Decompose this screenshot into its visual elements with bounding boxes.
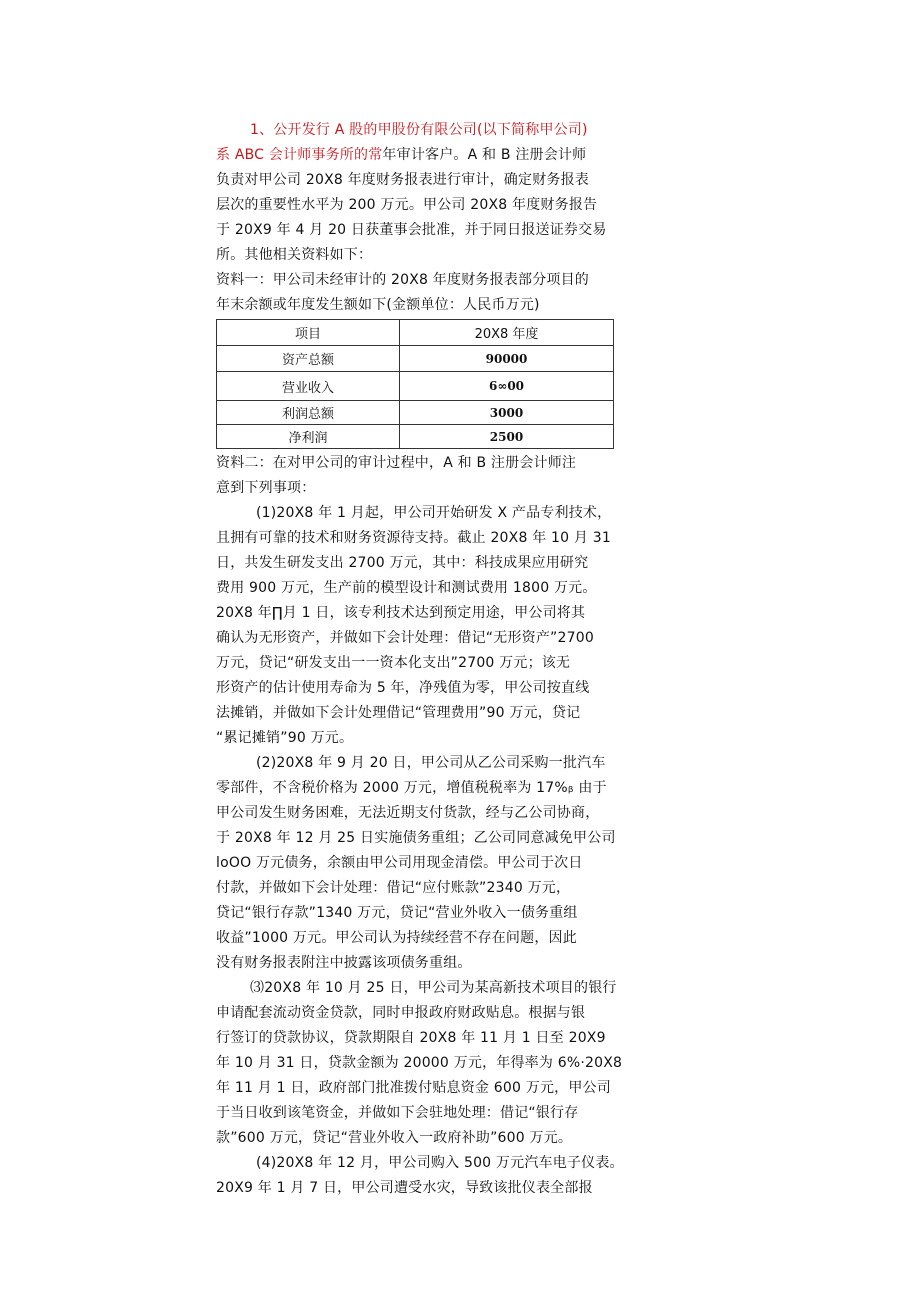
table-cell-item: 营业收入: [217, 372, 400, 401]
item3-line-1: ⑶20X8 年 10 月 25 日，甲公司为某高新技术项目的银行: [250, 980, 617, 996]
intro-line-3: 负责对甲公司 20X8 年度财务报表进行审计，确定财务报表: [216, 172, 590, 188]
material1-line-1: 资料一：甲公司未经审计的 20X8 年度财务报表部分项目的: [216, 272, 590, 288]
table-row: [217, 372, 614, 401]
item3-line-3: 行签订的贷款协议，贷款期限自 20X8 年 11 月 1 日至 20X9: [216, 1030, 606, 1046]
item2-line-1: (2)20X8 年 9 月 20 日，甲公司从乙公司采购一批汽车: [256, 755, 606, 771]
intro-line-1: 1、公开发行 A 股的甲股份有限公司(以下简称甲公司): [250, 122, 588, 138]
item1-line-1: (1)20X8 年 1 月起，甲公司开始研发 X 产品专利技术，: [256, 505, 612, 521]
item2-line-3: 甲公司发生财务困难，无法近期支付货款，经与乙公司协商，: [216, 805, 600, 821]
item2-line-6: 付款，并做如下会计处理：借记“应付账款”2340 万元，: [216, 880, 571, 896]
table-cell-value: 90000: [400, 346, 614, 372]
table-cell-item: 利润总额: [217, 401, 400, 425]
item1-line-2: 且拥有可靠的技术和财务资源待支持。截止 20X8 年 10 月 31: [216, 530, 611, 546]
intro-line-6: 所。其他相关资料如下：: [216, 247, 373, 263]
table-cell-value: 6∞00: [400, 372, 614, 401]
table-cell-item: 净利润: [217, 425, 400, 449]
item4-line-2: 20X9 年 1 月 7 日，甲公司遭受水灾，导致该批仪表全部报: [216, 1180, 593, 1196]
item1-line-10: “累记摊销”90 万元。: [216, 730, 354, 746]
material2-line-2: 意到下列事项：: [216, 480, 316, 496]
table-cell-value: 3000: [400, 401, 614, 425]
item1-line-5: 20X8 年∏月 1 日，该专利技术达到预定用途，甲公司将其: [216, 605, 586, 621]
material2-line-1: 资料二：在对甲公司的审计过程中，A 和 B 注册会计师注: [216, 455, 577, 471]
item1-line-6: 确认为无形资产，并做如下会计处理：借记“无形资产”2700: [216, 630, 594, 646]
table-row: [217, 346, 614, 372]
item2-line-4: 于 20X8 年 12 月 25 日实施债务重组；乙公司同意减免甲公司: [216, 830, 616, 846]
intro-line-4: 层次的重要性水平为 200 万元。甲公司 20X8 年度财务报告: [216, 197, 598, 213]
item3-line-6: 于当日收到该笔资金，并做如下会驻地处理：借记“银行存: [216, 1105, 579, 1121]
item1-line-4: 费用 900 万元，生产前的模型设计和测试费用 1800 万元。: [216, 580, 597, 596]
item1-line-3: 日，共发生研发支出 2700 万元，其中：科技成果应用研究: [216, 555, 589, 571]
table-header-row: [217, 320, 614, 346]
table-cell-item: 资产总额: [217, 346, 400, 372]
item4-line-1: (4)20X8 年 12 月，甲公司购入 500 万元汽车电子仪表。: [256, 1155, 624, 1171]
item1-line-9: 法摊销，并做如下会计处理借记“管理费用”90 万元，贷记: [216, 705, 581, 721]
item2-line-9: 没有财务报表附注中披露该项债务重组。: [216, 955, 472, 971]
item2-line-7: 贷记“银行存款”1340 万元，贷记“营业外收入一债务重组: [216, 905, 578, 921]
table-header-item: 项目: [217, 320, 400, 346]
intro-line-5: 于 20X9 年 4 月 20 日获董事会批准，并于同日报送证券交易: [216, 222, 607, 238]
item2-line-5: loOO 万元债务，余额由甲公司用现金清偿。甲公司于次日: [216, 855, 583, 871]
item2-line-8: 收益”1000 万元。甲公司认为持续经营不存在问题，因此: [216, 930, 577, 946]
table-row: [217, 401, 614, 425]
item1-line-7: 万元，贷记“研发支出一一资本化支出”2700 万元；该无: [216, 655, 571, 671]
table-cell-value: 2500: [400, 425, 614, 449]
document-body: [216, 118, 636, 1201]
material1-line-2: 年末余额或年度发生额如下(金额单位：人民币万元): [216, 297, 540, 313]
item3-line-5: 年 11 月 1 日，政府部门批准拨付贴息资金 600 万元，甲公司: [216, 1080, 611, 1096]
item3-line-4: 年 10 月 31 日，贷款金额为 20000 万元，年得率为 6%·20X8: [216, 1055, 623, 1071]
intro-line-2-red: 系 ABC 会计师事务所的常: [216, 147, 383, 163]
table-header-year: 20X8 年度: [400, 320, 614, 346]
table-row: [217, 425, 614, 449]
item1-line-8: 形资产的估计使用寿命为 5 年，净残值为零，甲公司按直线: [216, 680, 590, 696]
intro-line-2: [216, 143, 636, 168]
intro-line-2-rest: 年审计客户。A 和 B 注册会计师: [382, 147, 587, 163]
item3-line-7: 款”600 万元，贷记“营业外收入一政府补助”600 万元。: [216, 1130, 573, 1146]
financial-table: [216, 319, 614, 449]
item3-line-2: 申请配套流动资金贷款，同时申报政府财政贴息。根据与银: [216, 1005, 586, 1021]
item2-line-2: 零部件，不含税价格为 2000 万元，增值税税率为 17%ᵦ 由于: [216, 780, 607, 796]
